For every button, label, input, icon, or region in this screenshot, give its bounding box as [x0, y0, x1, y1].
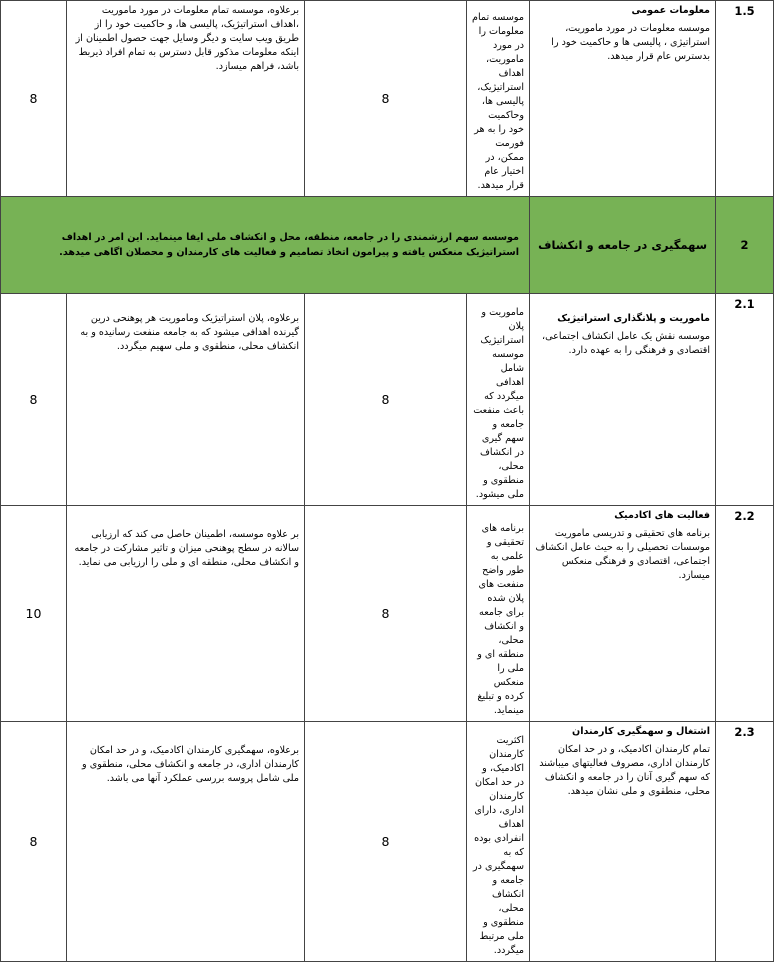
criterion-cell: [530, 1, 716, 197]
criterion-title: ماموریت و پلانگذاری استراتیژیک: [557, 313, 710, 324]
criterion-title: فعالیت های اکادمیک: [614, 510, 710, 521]
table-row: [1, 294, 774, 506]
level-a-score: 8: [305, 1, 467, 197]
level-b-score: 10: [1, 506, 67, 722]
row-index: 1.5: [716, 1, 774, 197]
level-a-text: برنامه های تحقیقی و علمی به طور واضح منفعت های پلان شده برای جامعه و انکشاف محلی، منطقه ای و ملی را منعکس کرده و تبلیغ مینماید.: [467, 506, 530, 722]
criterion-text: برنامه های تحقیقی و تدریسی ماموریت موسسات تحصیلی را به حیث عامل انکشاف اجتماعی، اقتصادی و فرهنگی منعکس میسازد.: [535, 528, 710, 581]
table-row: [1, 506, 774, 722]
level-a-score: 8: [305, 722, 467, 962]
criterion-cell: [530, 294, 716, 506]
level-b-score: 8: [1, 294, 67, 506]
section-row: [1, 197, 774, 294]
criterion-cell: [530, 722, 716, 962]
level-b-text: بر علاوه موسسه، اطمینان حاصل می کند که ارزیابی سالانه در سطح پوهنحی میزان و تاثیر مشارکت در جامعه و انکشاف محلی، منطقه ای و ملی را ارزیابی می نماید.: [67, 506, 305, 722]
row-index: 2.1: [716, 294, 774, 506]
criterion-cell: [530, 506, 716, 722]
level-a-text: ماموریت و پلان استراتیژیک موسسه شامل اهدافی میگردد که باعث منفعت جامعه و سهم گیری در انکشاف محلی، منطقوی و ملی میشود.: [467, 294, 530, 506]
row-index: 2.3: [716, 722, 774, 962]
row-index: 2.2: [716, 506, 774, 722]
table-row: [1, 722, 774, 962]
level-a-score: 8: [305, 506, 467, 722]
level-a-text: موسسه تمام معلومات را در مورد ماموریت، اهداف استراتیژیک، پالیسی ها، وحاکمیت خود را به هر فورمت ممکن، در اختیار عام قرار میدهد.: [467, 1, 530, 197]
criterion-text: تمام کارمندان اکادمیک، و در حد امکان کارمندان اداری، مصروف فعالیتهای میباشند که سهم گیری آنان را در جامعه و انکشاف محلی، منطقوی و ملی نشان میدهد.: [539, 744, 710, 797]
criterion-text: موسسه معلومات در مورد ماموریت، استراتیژی ، پالیسی ها و حاکمیت خود را بدسترس عام قرار میدهد.: [551, 23, 710, 62]
section-description: موسسه سهم ارزشمندی را در جامعه، منطقه، محل و انکشاف ملی ایفا مینماید. این امر در اهداف استراتیژیک منعکس یافته و پیرامون اتخاذ تصامیم و فعالیت های کارمندان و محصلان اگاهی میدهد.: [1, 197, 530, 294]
section-title: سهمگیری در جامعه و انکشاف: [530, 197, 716, 294]
table-row: [1, 1, 774, 197]
level-a-text: اکثریت کارمندان اکادمیک، و در حد امکان کارمندان اداری، دارای اهداف انفرادی بوده که به سهمگیری در جامعه و انکشاف محلی، منطقوی و ملی مرتبط میگردد.: [467, 722, 530, 962]
level-b-text: برعلاوه، سهمگیری کارمندان اکادمیک، و در حد امکان کارمندان اداری، در جامعه و انکشاف محلی، منطقوی و ملی شامل پروسه بررسی عملکرد آنها می باشد.: [67, 722, 305, 962]
criterion-text: موسسه نقش یک عامل انکشاف اجتماعی، اقتصادی و فرهنگی را به عهده دارد.: [542, 331, 710, 356]
criterion-title: معلومات عمومی: [631, 5, 710, 16]
criterion-title: اشتغال و سهمگیری کارمندان: [572, 726, 710, 737]
level-b-text: برعلاوه، موسسه تمام معلومات در مورد ماموریت ،اهداف استراتیژیک، پالیسی ها، و حاکمیت خود را از طریق ویب سایت و دیگر وسایل جهت حصول اطمینان از اینکه معلومات مذکور قابل دسترس به تمام افراد ذیربط باشد، فراهم میسازد.: [67, 1, 305, 197]
level-a-score: 8: [305, 294, 467, 506]
level-b-score: 8: [1, 1, 67, 197]
level-b-text: برعلاوه، پلان استراتیژیک وماموریت هر پوهنحی درین گیرنده اهدافی میشود که به جامعه منفعت رسانیده و به انکشاف محلی، منطقوی و ملی سهیم میگردد.: [67, 294, 305, 506]
section-index: 2: [716, 197, 774, 294]
level-b-score: 8: [1, 722, 67, 962]
